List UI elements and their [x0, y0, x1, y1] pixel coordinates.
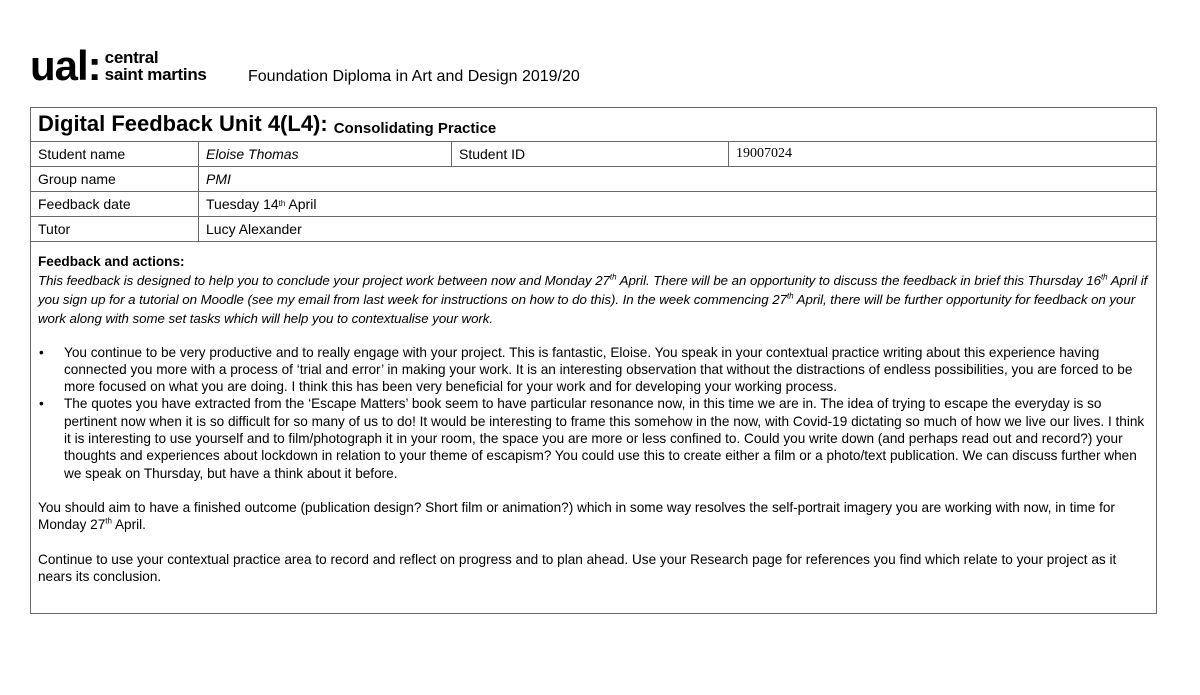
date-value: Tuesday 14 th April [206, 196, 317, 212]
para-1-end: April. [111, 517, 146, 533]
feedback-form [30, 107, 1157, 614]
ual-logo [30, 42, 207, 89]
feedback-paragraph-continue: Continue to use your contextual practice area to record and reflect on progress and to plan ahead. Use your Research page for references you find which relate to your project as it nears its conclusion. [38, 551, 1117, 585]
form-title: Digital Feedback Unit 4(L4): [38, 111, 328, 136]
row-date [31, 192, 1156, 217]
row-student [31, 142, 1156, 167]
page-header [30, 42, 1170, 90]
intro-text-4: April, there will be further opportunity for feedback on your work along with some set tasks which will help you to contextualise your work. [38, 291, 1136, 326]
date-text: Tuesday 14 [206, 196, 279, 212]
intro-sup-2: th [1100, 272, 1108, 282]
intro-sup-1: th [609, 272, 617, 282]
tutor-value: Lucy Alexander [206, 221, 302, 237]
group-value: PMI [206, 171, 231, 187]
form-title-row [31, 108, 1156, 142]
feedback-heading: Feedback and actions: [38, 254, 185, 269]
bullet-dot: • [39, 396, 44, 412]
student-id-value: 19007024 [736, 146, 792, 161]
list-item [38, 344, 1149, 396]
bullet-dot: • [39, 344, 44, 360]
bullet-text-1: You continue to be very productive and to really engage with your project. This is fantastic, Eloise. You speak in your contextual practice writing about this experience having connected you more with a process of ‘trial and error’ in making your work. It is an interesting observation that without the distractions of endless possibilities, you are forced to be more focused on what you are doing. I think this has been very beneficial for your work and for developing your working process. [64, 344, 1133, 395]
logo-line-1: central [104, 48, 159, 67]
tutor-label: Tutor [31, 217, 199, 241]
group-label: Group name [31, 167, 199, 191]
intro-sup-3: th [786, 291, 794, 301]
feedback-bullets [38, 344, 1149, 482]
date-label: Feedback date [31, 192, 199, 216]
student-name-label: Student name [31, 142, 199, 166]
para-1-text: You should aim to have a finished outcome (publication design? Short film or animation?) which in some way resolves the self-portrait imagery you are working with now, in time for Monday 27 [38, 499, 1115, 533]
feedback-intro [38, 271, 1149, 328]
intro-text-1: This feedback is designed to help you to conclude your project work between now and Monday 27 [38, 272, 610, 288]
para-1-sup: th [105, 516, 112, 526]
logo-words [105, 49, 207, 83]
student-id-label: Student ID [452, 142, 729, 166]
logo-line-2: saint martins [104, 65, 207, 84]
intro-text-3: April if you sign up for a tutorial on Moodle (see my email from last week for instructions on how to do this). In the week commencing 27 [38, 272, 1148, 307]
course-title: Foundation Diploma in Art and Design 2019/20 [248, 68, 580, 85]
logo-mark: ual: [30, 42, 101, 89]
feedback-paragraph-outcome [38, 499, 1149, 534]
feedback-body [31, 242, 1156, 586]
form-subtitle: Consolidating Practice [333, 120, 497, 137]
row-group [31, 167, 1156, 192]
date-month: April [285, 196, 317, 212]
bullet-text-2: The quotes you have extracted from the ‘Escape Matters’ book seem to have particular resonance now, in this time we are in. The idea of trying to escape the everyday is so pertinent now when it is so difficult for so many of us to do! It would be interesting to frame this somehow in the now, with Covid-19 dictating so much of how we live our lives. I think it is interesting to use yourself and to film/photograph it in your room, the space you are more or less confined to. Could you write down (and perhaps read out and record?) your thoughts and experiences about lockdown in relation to your theme of escapism? You could use this to create either a film or a photo/text publication. We can discuss further when we speak on Thursday, but have a think about it before. [64, 396, 1145, 481]
student-name-value: Eloise Thomas [199, 142, 452, 166]
list-item [38, 395, 1149, 481]
row-tutor [31, 217, 1156, 242]
intro-text-2: April. There will be an opportunity to discuss the feedback in brief this Thursday 16 [616, 272, 1101, 288]
